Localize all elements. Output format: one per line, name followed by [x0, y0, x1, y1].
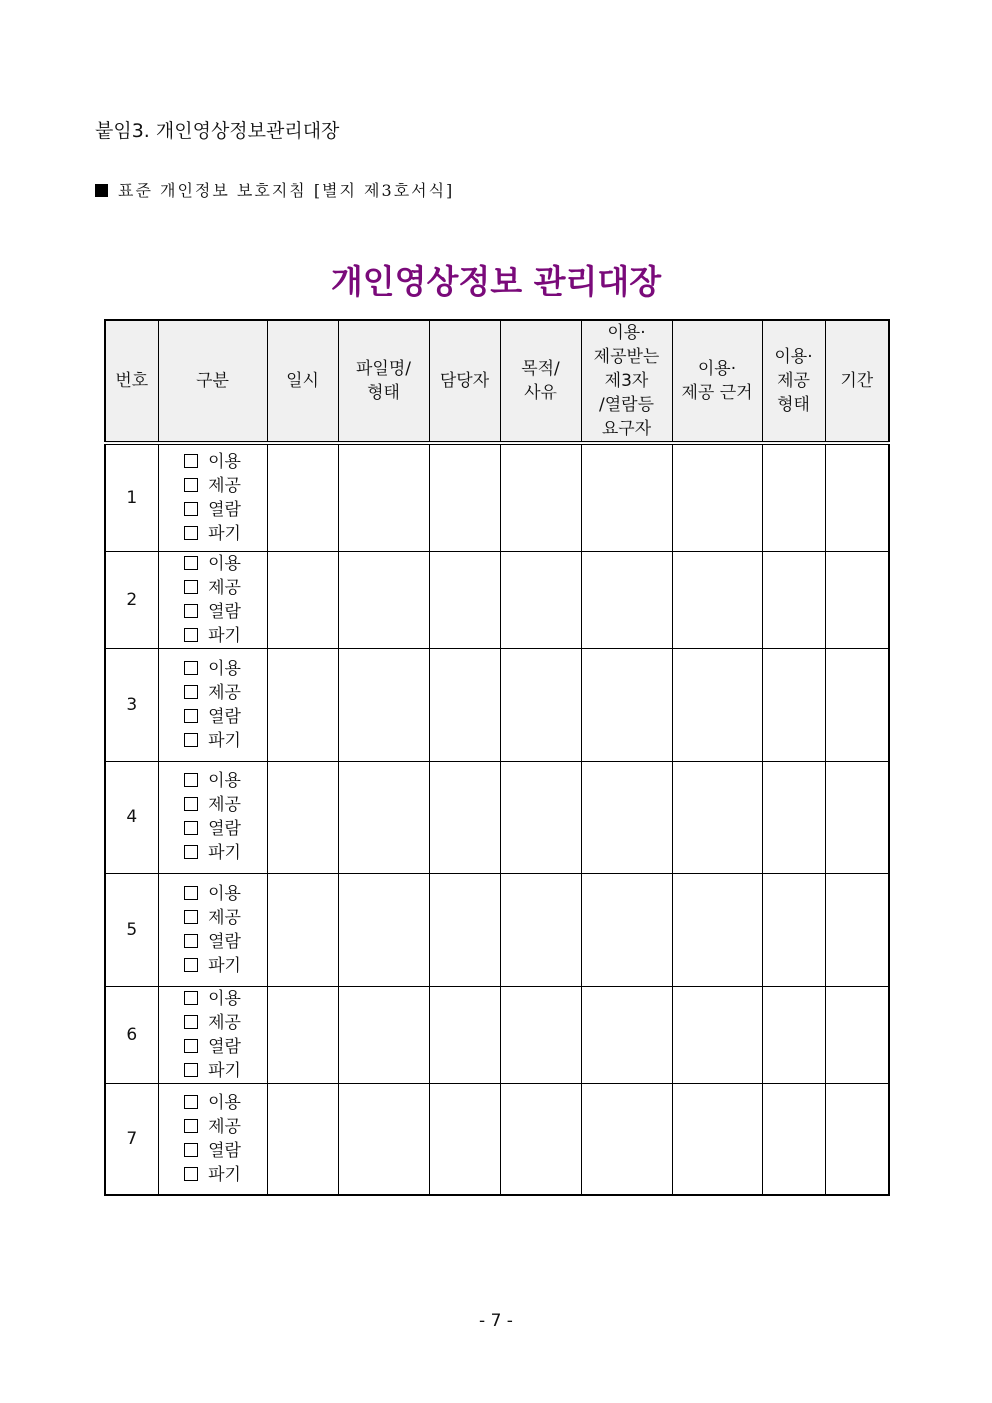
checkbox-icon[interactable]: [184, 1095, 198, 1109]
option-label: 제공: [208, 1012, 241, 1033]
checkbox-icon[interactable]: [184, 685, 198, 699]
checkbox-icon[interactable]: [184, 958, 198, 972]
empty-cell[interactable]: [500, 648, 581, 761]
empty-cell[interactable]: [672, 648, 762, 761]
option-label: 파기: [208, 1060, 241, 1081]
option-label: 이용: [208, 1092, 241, 1113]
option-label: 제공: [208, 1116, 241, 1137]
empty-cell[interactable]: [267, 1083, 338, 1195]
checkbox-icon[interactable]: [184, 580, 198, 594]
category-option[interactable]: [184, 793, 241, 817]
empty-cell[interactable]: [429, 1083, 500, 1195]
empty-cell[interactable]: [762, 873, 825, 986]
category-option[interactable]: [184, 769, 241, 793]
category-option[interactable]: [184, 1091, 241, 1115]
checkbox-icon[interactable]: [184, 1119, 198, 1133]
empty-cell[interactable]: [338, 443, 429, 551]
empty-cell[interactable]: [338, 986, 429, 1083]
column-header: 번호: [105, 320, 158, 443]
empty-cell[interactable]: [338, 761, 429, 873]
empty-cell[interactable]: [581, 551, 672, 648]
checkbox-icon[interactable]: [184, 821, 198, 835]
checkbox-icon[interactable]: [184, 773, 198, 787]
checkbox-icon[interactable]: [184, 709, 198, 723]
checkbox-icon[interactable]: [184, 454, 198, 468]
empty-cell[interactable]: [762, 443, 825, 551]
category-cell: [158, 551, 267, 648]
empty-cell[interactable]: [429, 648, 500, 761]
checkbox-icon[interactable]: [184, 910, 198, 924]
empty-cell[interactable]: [267, 986, 338, 1083]
column-header: 이용· 제공받는 제3자 /열람등 요구자: [581, 320, 672, 443]
row-number: 7: [105, 1083, 158, 1195]
option-label: 이용: [208, 988, 241, 1009]
category-option[interactable]: [184, 552, 241, 576]
empty-cell[interactable]: [267, 873, 338, 986]
option-label: 제공: [208, 682, 241, 703]
empty-cell[interactable]: [429, 873, 500, 986]
category-option[interactable]: [184, 841, 241, 865]
category-option[interactable]: [184, 522, 241, 546]
category-option[interactable]: [184, 1035, 241, 1059]
checkbox-icon[interactable]: [184, 604, 198, 618]
checkbox-icon[interactable]: [184, 502, 198, 516]
option-label: 열람: [208, 1140, 241, 1161]
table-row: [105, 761, 889, 873]
column-header: 이용· 제공 근거: [672, 320, 762, 443]
checkbox-icon[interactable]: [184, 1143, 198, 1157]
category-option[interactable]: [184, 1163, 241, 1187]
category-option[interactable]: [184, 906, 241, 930]
table-row: [105, 443, 889, 551]
empty-cell[interactable]: [338, 648, 429, 761]
category-option[interactable]: [184, 1011, 241, 1035]
empty-cell[interactable]: [825, 551, 889, 648]
category-option[interactable]: [184, 1059, 241, 1083]
option-label: 파기: [208, 955, 241, 976]
category-option[interactable]: [184, 498, 241, 522]
category-option[interactable]: [184, 705, 241, 729]
empty-cell[interactable]: [672, 761, 762, 873]
option-label: 이용: [208, 883, 241, 904]
checkbox-icon[interactable]: [184, 797, 198, 811]
row-number: 3: [105, 648, 158, 761]
empty-cell[interactable]: [581, 873, 672, 986]
row-number: 4: [105, 761, 158, 873]
checkbox-icon[interactable]: [184, 556, 198, 570]
category-option[interactable]: [184, 954, 241, 978]
option-label: 열람: [208, 601, 241, 622]
checkbox-icon[interactable]: [184, 1063, 198, 1077]
table-row: [105, 648, 889, 761]
category-cell: [158, 443, 267, 551]
option-label: 열람: [208, 1036, 241, 1057]
category-option[interactable]: [184, 1115, 241, 1139]
attachment-heading: 붙임3. 개인영상정보관리대장: [95, 120, 340, 142]
category-cell: [158, 761, 267, 873]
option-label: 제공: [208, 907, 241, 928]
checkbox-icon[interactable]: [184, 886, 198, 900]
empty-cell[interactable]: [672, 551, 762, 648]
checkbox-icon[interactable]: [184, 478, 198, 492]
subheading-text: 표준 개인정보 보호지침 [별지 제3호서식]: [118, 181, 455, 200]
option-label: 열람: [208, 499, 241, 520]
checkbox-icon[interactable]: [184, 845, 198, 859]
category-option[interactable]: [184, 681, 241, 705]
table-row: [105, 551, 889, 648]
category-option[interactable]: [184, 657, 241, 681]
empty-cell[interactable]: [429, 551, 500, 648]
option-label: 파기: [208, 843, 241, 863]
category-option[interactable]: [184, 600, 241, 624]
category-cell: [158, 1083, 267, 1195]
option-label: 제공: [208, 475, 241, 496]
empty-cell[interactable]: [500, 1083, 581, 1195]
category-option[interactable]: [184, 882, 241, 906]
category-option[interactable]: [184, 624, 241, 648]
empty-cell[interactable]: [267, 551, 338, 648]
empty-cell[interactable]: [338, 1083, 429, 1195]
checkbox-icon[interactable]: [184, 934, 198, 948]
category-option[interactable]: [184, 987, 241, 1011]
management-ledger-table: [104, 319, 890, 1196]
empty-cell[interactable]: [500, 551, 581, 648]
option-label: 파기: [208, 625, 241, 646]
empty-cell[interactable]: [267, 443, 338, 551]
empty-cell[interactable]: [581, 443, 672, 551]
category-cell: [158, 986, 267, 1083]
checkbox-icon[interactable]: [184, 1039, 198, 1053]
option-label: 파기: [208, 1164, 241, 1185]
empty-cell[interactable]: [429, 986, 500, 1083]
empty-cell[interactable]: [338, 873, 429, 986]
category-option[interactable]: [184, 1139, 241, 1163]
category-cell: [158, 873, 267, 986]
empty-cell[interactable]: [500, 873, 581, 986]
empty-cell[interactable]: [500, 443, 581, 551]
checkbox-icon[interactable]: [184, 1167, 198, 1181]
option-label: 이용: [208, 451, 241, 472]
row-number: 1: [105, 443, 158, 551]
column-header: 파일명/ 형태: [338, 320, 429, 443]
empty-cell[interactable]: [672, 1083, 762, 1195]
option-label: 파기: [208, 523, 241, 544]
empty-cell[interactable]: [581, 986, 672, 1083]
table-row: [105, 1083, 889, 1195]
empty-cell[interactable]: [762, 1083, 825, 1195]
empty-cell[interactable]: [825, 761, 889, 873]
row-number: 2: [105, 551, 158, 648]
column-header: 일시: [267, 320, 338, 443]
table-header-row: [105, 320, 889, 443]
option-label: 열람: [208, 931, 241, 952]
empty-cell[interactable]: [672, 986, 762, 1083]
table-row: [105, 873, 889, 986]
empty-cell[interactable]: [762, 986, 825, 1083]
category-cell: [158, 648, 267, 761]
table-row: [105, 986, 889, 1083]
checkbox-icon[interactable]: [184, 628, 198, 642]
form-subheading: [95, 178, 454, 201]
checkbox-icon[interactable]: [184, 991, 198, 1005]
category-option[interactable]: [184, 729, 241, 753]
option-label: 이용: [208, 658, 241, 679]
option-label: 이용: [208, 771, 241, 791]
column-header: 이용· 제공 형태: [762, 320, 825, 443]
empty-cell[interactable]: [825, 648, 889, 761]
empty-cell[interactable]: [267, 648, 338, 761]
checkbox-icon[interactable]: [184, 526, 198, 540]
empty-cell[interactable]: [762, 648, 825, 761]
checkbox-icon[interactable]: [184, 733, 198, 747]
empty-cell[interactable]: [762, 761, 825, 873]
empty-cell[interactable]: [825, 443, 889, 551]
page-number: - 7 -: [479, 1311, 513, 1331]
empty-cell[interactable]: [267, 761, 338, 873]
empty-cell[interactable]: [500, 761, 581, 873]
category-option[interactable]: [184, 930, 241, 954]
option-label: 제공: [208, 577, 241, 598]
option-label: 파기: [208, 730, 241, 751]
option-label: 열람: [208, 819, 241, 839]
empty-cell[interactable]: [581, 648, 672, 761]
empty-cell[interactable]: [500, 986, 581, 1083]
column-header: 목적/ 사유: [500, 320, 581, 443]
category-option[interactable]: [184, 450, 241, 474]
empty-cell[interactable]: [825, 986, 889, 1083]
column-header: 기간: [825, 320, 889, 443]
empty-cell[interactable]: [825, 1083, 889, 1195]
empty-cell[interactable]: [338, 551, 429, 648]
empty-cell[interactable]: [429, 443, 500, 551]
category-option[interactable]: [184, 817, 241, 841]
option-label: 제공: [208, 795, 241, 815]
empty-cell[interactable]: [825, 873, 889, 986]
empty-cell[interactable]: [429, 761, 500, 873]
document-title: 개인영상정보 관리대장: [330, 262, 662, 301]
column-header: 담당자: [429, 320, 500, 443]
row-number: 6: [105, 986, 158, 1083]
empty-cell[interactable]: [581, 1083, 672, 1195]
category-option[interactable]: [184, 474, 241, 498]
empty-cell[interactable]: [672, 443, 762, 551]
row-number: 5: [105, 873, 158, 986]
column-header: 구분: [158, 320, 267, 443]
checkbox-icon[interactable]: [184, 661, 198, 675]
empty-cell[interactable]: [672, 873, 762, 986]
category-option[interactable]: [184, 576, 241, 600]
square-bullet-icon: [95, 184, 108, 197]
option-label: 이용: [208, 553, 241, 574]
option-label: 열람: [208, 706, 241, 727]
empty-cell[interactable]: [762, 551, 825, 648]
empty-cell[interactable]: [581, 761, 672, 873]
checkbox-icon[interactable]: [184, 1015, 198, 1029]
